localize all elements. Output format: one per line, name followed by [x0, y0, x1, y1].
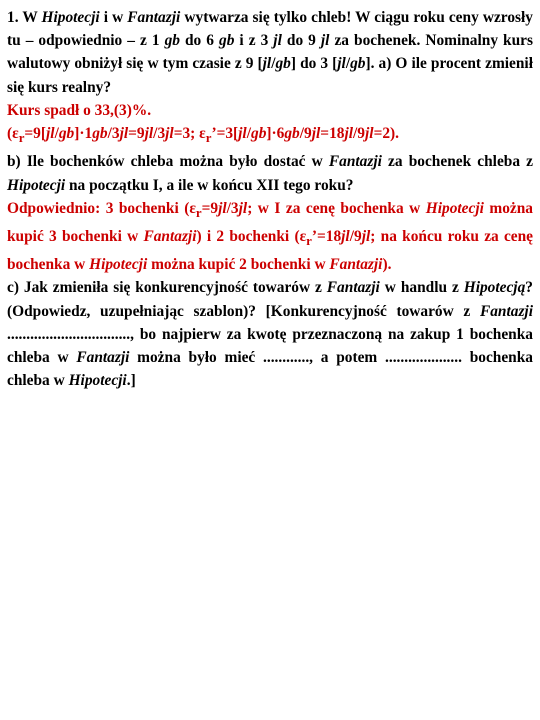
- text: =9[: [24, 125, 46, 143]
- answer-1b: [7, 197, 533, 277]
- text: ’=3[: [211, 125, 239, 143]
- text: i w: [99, 9, 128, 26]
- text: ).: [382, 256, 392, 274]
- text: ]. a) O ile procent zmienił się kurs realny?: [7, 55, 533, 96]
- currency-unit: gb: [58, 125, 75, 143]
- country-name: Fantazji: [127, 9, 181, 26]
- text: za bochenek. Nominalny kurs walutowy obniżył się w tym czasie z 9 [: [7, 32, 533, 73]
- text: ? (Odpowiedz, uzupełniając szablon)? [Konkurencyjność towarów z: [7, 279, 533, 320]
- text: i z 3: [234, 32, 274, 50]
- country-name: Fantazji: [328, 153, 382, 171]
- text: można było mieć ............, a potem .................... bochenka chleba w: [7, 349, 533, 390]
- country-name: Hipotecji: [425, 199, 484, 217]
- currency-unit: jl: [238, 125, 247, 143]
- country-name: Hipotecji: [7, 176, 66, 194]
- currency-unit: jl: [365, 125, 374, 143]
- country-name: Hipotecji: [89, 256, 148, 274]
- currency-unit: jl: [119, 125, 129, 143]
- text: =2).: [373, 125, 400, 143]
- question-1b: [7, 150, 533, 196]
- text: /9: [299, 125, 312, 143]
- text: /: [345, 55, 351, 73]
- text: można kupić 2 bochenki w: [147, 256, 330, 274]
- document-page: [7, 6, 533, 392]
- text: (ε: [7, 125, 19, 143]
- answer-1a-formula: [7, 122, 533, 150]
- currency-unit: gb: [219, 32, 235, 50]
- text: ; w I za cenę bochenka w: [247, 199, 426, 217]
- text: /: [246, 125, 251, 143]
- currency-unit: jl: [320, 32, 330, 50]
- country-name: Fantazji: [479, 302, 533, 320]
- text: Odpowiednio: 3 bochenki (ε: [7, 199, 196, 217]
- subscript: r: [205, 131, 212, 146]
- country-name: Fantazji: [143, 227, 197, 245]
- text: /: [54, 125, 59, 143]
- country-name: Fantazji: [326, 279, 380, 297]
- text: =9: [128, 125, 145, 143]
- country-name: Hipotecją: [463, 279, 526, 297]
- question-1a: [7, 6, 533, 99]
- text: 1. W: [7, 9, 42, 26]
- currency-unit: jl: [165, 125, 174, 143]
- text: =3; ε: [173, 125, 206, 143]
- text: =18: [320, 125, 345, 143]
- text: wytwarza się tylko chleb! W ciągu roku ceny wzrosły tu – odpowiednio – z 1: [7, 9, 533, 50]
- question-1c: [7, 276, 533, 392]
- currency-unit: gb: [284, 125, 300, 143]
- text: /3: [226, 199, 239, 217]
- country-name: Fantazji: [329, 256, 383, 274]
- country-name: Hipotecji: [68, 372, 127, 390]
- text: do 9: [281, 32, 321, 50]
- subscript: r: [195, 205, 202, 220]
- text: b) Ile bochenków chleba można było dostać w: [7, 153, 329, 171]
- currency-unit: jl: [273, 32, 282, 50]
- text: ] do 3 [: [290, 55, 338, 73]
- subscript: r: [306, 234, 312, 249]
- currency-unit: gb: [275, 55, 291, 73]
- answer-1a-result: [7, 99, 533, 122]
- currency-unit: jl: [344, 125, 354, 143]
- currency-unit: jl: [144, 125, 154, 143]
- text: /9: [349, 227, 362, 245]
- currency-unit: gb: [251, 125, 267, 143]
- text: ]·6: [266, 125, 285, 143]
- text: /3: [153, 125, 166, 143]
- text: ; na końcu roku za cenę bochenka w: [7, 227, 534, 274]
- currency-unit: jl: [311, 125, 321, 143]
- text: ) i 2 bochenki (ε: [196, 227, 307, 245]
- text: =9: [201, 199, 219, 217]
- text: ’=18: [311, 227, 342, 245]
- country-name: Hipotecji: [41, 9, 100, 26]
- currency-unit: jl: [238, 199, 248, 217]
- currency-unit: gb: [92, 125, 108, 143]
- text: za bochenek chleba z: [381, 153, 534, 171]
- text: .]: [126, 372, 136, 390]
- text: /: [271, 55, 276, 73]
- currency-unit: jl: [337, 55, 346, 73]
- text: /3: [107, 125, 120, 143]
- currency-unit: jl: [361, 227, 371, 245]
- currency-unit: jl: [262, 55, 272, 73]
- currency-unit: jl: [46, 125, 55, 143]
- country-name: Fantazji: [76, 349, 130, 367]
- subscript: r: [18, 131, 25, 146]
- text: do 6: [179, 32, 219, 50]
- currency-unit: jl: [218, 199, 227, 217]
- text: Kurs spadł o 33,(3)%.: [7, 101, 152, 119]
- text: w handlu z: [379, 279, 464, 297]
- currency-unit: jl: [341, 227, 350, 245]
- text: na początku I, a ile w końcu XII tego roku?: [65, 176, 354, 194]
- text: /9: [353, 125, 366, 143]
- text: można kupić 3 bochenki w: [7, 199, 533, 245]
- text: ................................, bo najpierw za kwotę przeznaczoną na zakup 1 bochenka chleba w: [7, 325, 533, 367]
- currency-unit: gb: [164, 32, 180, 50]
- currency-unit: gb: [350, 55, 366, 73]
- text: ]·1: [74, 125, 93, 143]
- text: c) Jak zmieniła się konkurencyjność towarów z: [7, 279, 327, 297]
